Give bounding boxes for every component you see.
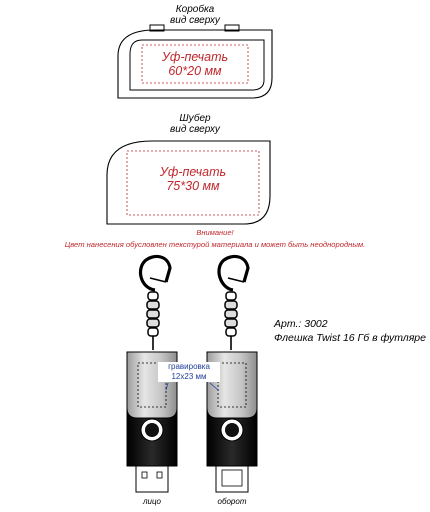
slider-print-line1: Уф-печать: [159, 165, 227, 179]
box-print-label: [142, 50, 248, 78]
box-print-line1: Уф-печать: [161, 50, 229, 64]
product-name: Флешка Twist 16 Гб в футляре: [274, 332, 426, 344]
warning-title: Внимание!: [196, 228, 234, 237]
back-pivot-center: [225, 423, 239, 437]
front-carabiner: [140, 256, 170, 290]
front-view-label: лицо: [143, 497, 161, 506]
slider-title: [140, 113, 250, 135]
slider-print-line2: 75*30 мм: [166, 179, 220, 193]
warning-text: Цвет нанесения обусловлен текстурой материала и может быть неоднородным.: [64, 240, 366, 249]
slider-print-label: [127, 165, 259, 193]
engraving-line2: 12x23 мм: [171, 372, 207, 381]
slider-title-line2: вид сверху: [170, 124, 220, 135]
back-carabiner: [219, 256, 248, 290]
front-carabiner-gate: [150, 278, 166, 282]
engraving-line1: гравировка: [168, 362, 210, 371]
box-title-line1: Коробка: [175, 4, 215, 15]
front-connector: [136, 466, 168, 492]
product-article: Арт.: 3002: [274, 318, 328, 330]
front-pivot-center: [145, 423, 159, 437]
box-title: [140, 4, 250, 26]
box-print-line2: 60*20 мм: [168, 64, 222, 78]
back-carabiner-gate: [228, 278, 244, 282]
box-title-line2: вид сверху: [170, 15, 220, 26]
slider-title-line1: Шубер: [179, 113, 211, 124]
back-view-label: оборот: [217, 497, 247, 506]
engraving-label: [158, 362, 220, 382]
